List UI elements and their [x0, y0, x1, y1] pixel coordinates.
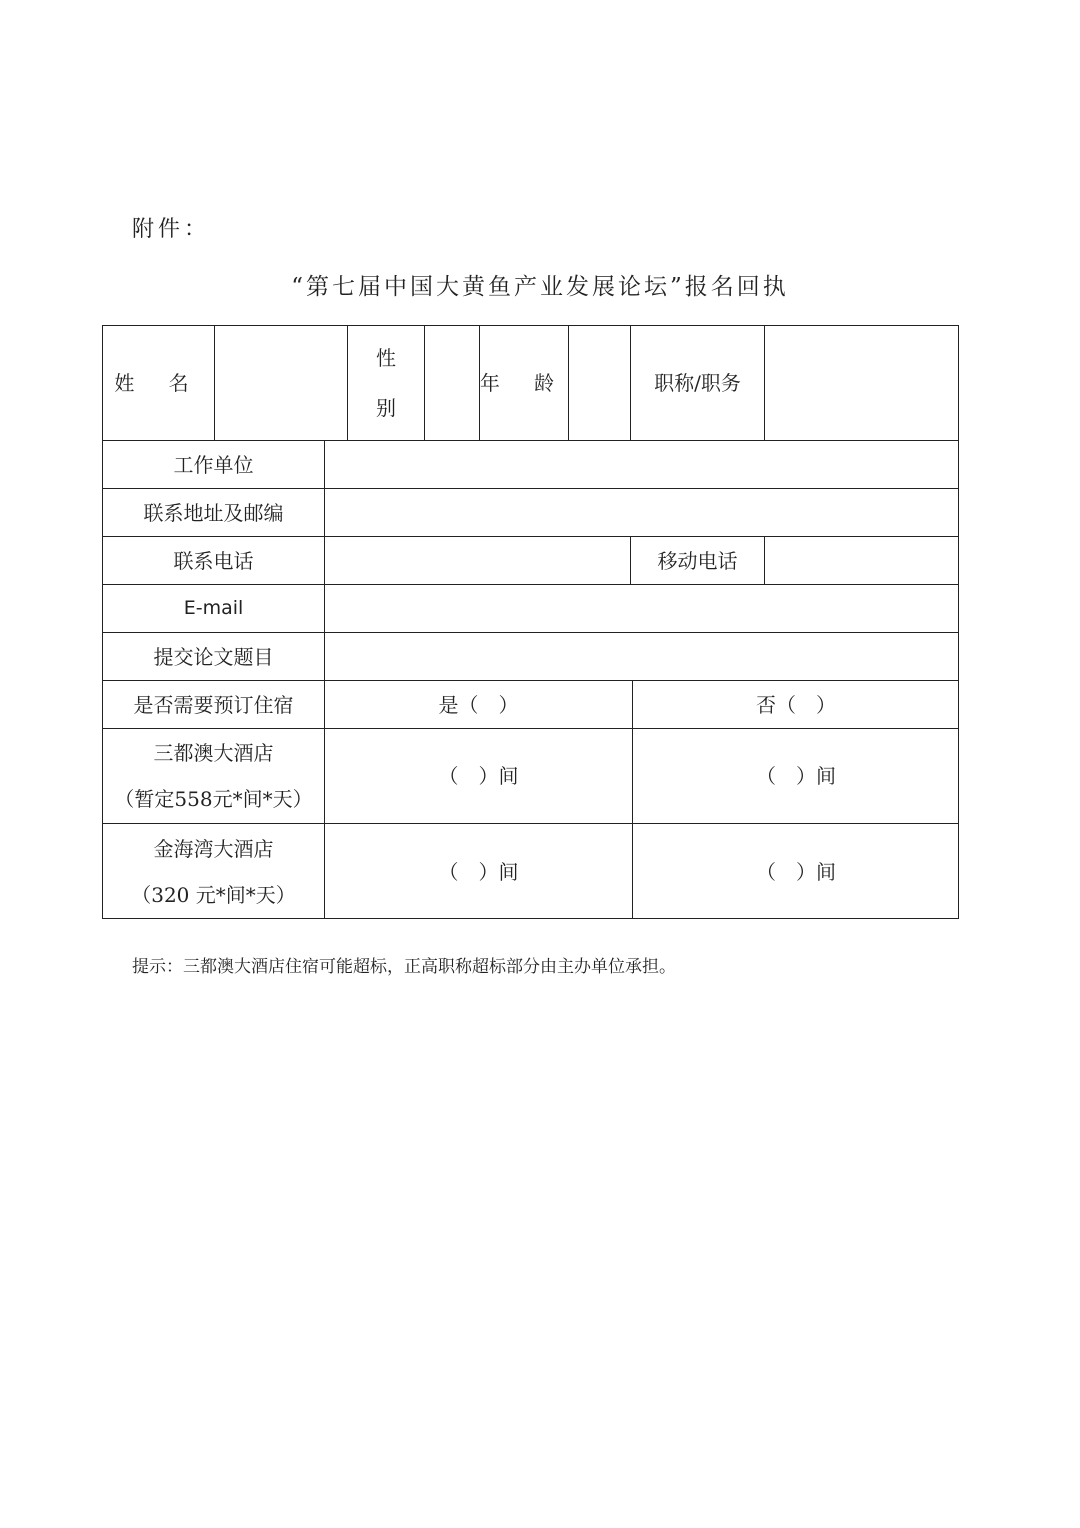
gender-label-top: 性	[376, 346, 396, 370]
gender-label-bottom: 别	[376, 396, 396, 420]
footnote: 提示：三都澳大酒店住宿可能超标，正高职称超标部分由主办单位承担。	[132, 957, 676, 977]
work-unit-label: 工作单位	[173, 452, 254, 477]
accommodation-no-option[interactable]: 否（ ）	[756, 692, 836, 717]
work-unit-label-cell	[102, 440, 324, 488]
gender-input-cell[interactable]	[424, 325, 479, 440]
address-label-cell	[102, 488, 324, 536]
hotel-2-label-cell	[102, 823, 324, 919]
position-label-cell	[630, 325, 764, 440]
hotel-2-rooms-yes-cell[interactable]	[324, 823, 632, 919]
paper-label-cell	[102, 632, 324, 680]
hotel-2-rooms-yes[interactable]: （ ）间	[438, 859, 519, 884]
hotel-1-rooms-no-cell[interactable]	[632, 728, 959, 823]
paper-input-cell[interactable]	[324, 632, 959, 680]
address-input-cell[interactable]	[324, 488, 959, 536]
mobile-label: 移动电话	[657, 548, 738, 573]
hotel-2-price: （320 元*间*天）	[131, 882, 296, 907]
hotel-1-rooms-no[interactable]: （ ）间	[756, 764, 836, 788]
hotel-2-rooms-no-cell[interactable]	[632, 823, 959, 919]
mobile-input-cell[interactable]	[764, 536, 959, 584]
accommodation-no-cell[interactable]	[632, 680, 959, 728]
attachment-label: 附件：	[132, 217, 211, 242]
hotel-1-label-cell	[102, 728, 324, 823]
name-label: 姓 名	[114, 371, 203, 395]
work-unit-input-cell[interactable]	[324, 440, 959, 488]
phone-label: 联系电话	[173, 548, 254, 573]
accommodation-label-cell	[102, 680, 324, 728]
paper-label: 提交论文题目	[153, 644, 274, 669]
gender-label-cell	[347, 325, 424, 440]
age-label: 年 龄	[479, 371, 569, 395]
phone-label-cell	[102, 536, 324, 584]
hotel-2-rooms-no[interactable]: （ ）间	[756, 859, 836, 884]
position-label: 职称/职务	[654, 371, 741, 395]
accommodation-label: 是否需要预订住宿	[133, 692, 294, 717]
hotel-2-name: 金海湾大酒店	[153, 836, 274, 861]
name-input-cell[interactable]	[214, 325, 347, 440]
registration-form-table	[102, 325, 959, 919]
address-label: 联系地址及邮编	[143, 500, 284, 525]
accommodation-yes-cell[interactable]	[324, 680, 632, 728]
name-label-cell	[102, 325, 214, 440]
email-label-cell	[102, 584, 324, 632]
email-input-cell[interactable]	[324, 584, 959, 632]
position-input-cell[interactable]	[764, 325, 959, 440]
phone-input-cell[interactable]	[324, 536, 630, 584]
accommodation-yes-option[interactable]: 是（ ）	[438, 692, 519, 717]
hotel-1-price: （暂定558元*间*天）	[114, 787, 313, 811]
mobile-label-cell	[630, 536, 764, 584]
hotel-1-rooms-yes-cell[interactable]	[324, 728, 632, 823]
email-label: E-mail	[183, 597, 244, 620]
hotel-1-name: 三都澳大酒店	[153, 741, 274, 765]
age-label-cell	[479, 325, 568, 440]
age-input-cell[interactable]	[568, 325, 630, 440]
form-title: “第七届中国大黄鱼产业发展论坛”报名回执	[291, 274, 789, 300]
hotel-1-rooms-yes[interactable]: （ ）间	[438, 764, 519, 788]
